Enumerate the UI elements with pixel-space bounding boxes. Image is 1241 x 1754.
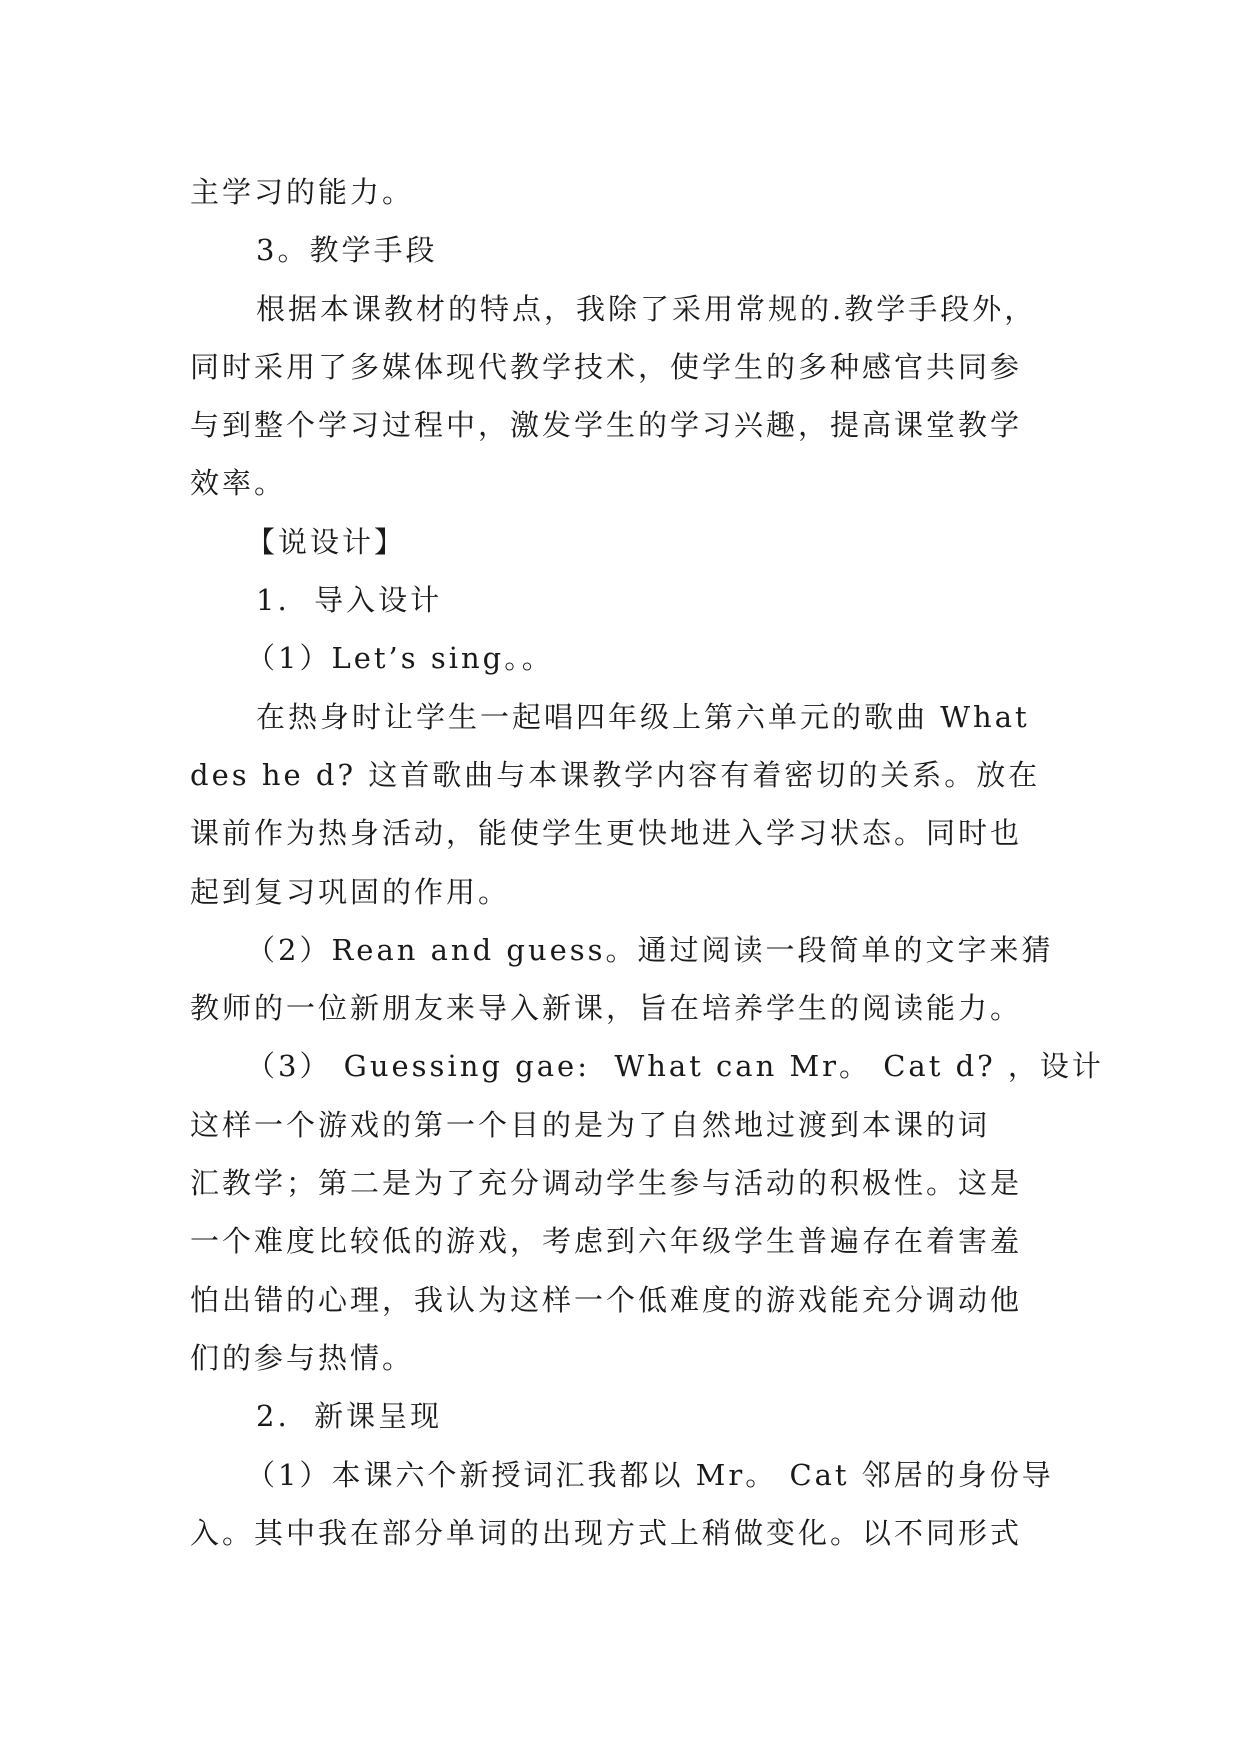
paragraph-line: 怕出错的心理，我认为这样一个低难度的游戏能充分调动他 xyxy=(190,1282,1023,1317)
document-body xyxy=(190,163,1104,1562)
paragraph-line: 在热身时让学生一起唱四年级上第六单元的歌曲 What xyxy=(256,699,1030,734)
paragraph-line: 教师的一位新朋友来导入新课，旨在培养学生的阅读能力。 xyxy=(190,991,1023,1026)
section-heading: 2. 新课呈现 xyxy=(256,1399,443,1434)
paragraph-line: 这样一个游戏的第一个目的是为了自然地过渡到本课的词 xyxy=(190,1107,991,1142)
paragraph-line: 一个难度比较低的游戏，考虑到六年级学生普遍存在着害羞 xyxy=(190,1224,1023,1259)
paragraph-line: 起到复习巩固的作用。 xyxy=(190,874,511,909)
paragraph-line: （2）Rean and guess。通过阅读一段简单的文字来猜 xyxy=(246,932,1054,967)
paragraph-line: 效率。 xyxy=(190,466,287,501)
paragraph-line: （1）本课六个新授词汇我都以 Mr。 Cat 邻居的身份导 xyxy=(246,1457,1054,1492)
paragraph-line: 与到整个学习过程中，激发学生的学习兴趣，提高课堂教学 xyxy=(190,408,1023,443)
paragraph-line: 汇教学；第二是为了充分调动学生参与活动的积极性。这是 xyxy=(190,1166,1023,1201)
section-title: 【说设计】 xyxy=(246,524,407,559)
paragraph-line: 课前作为热身活动，能使学生更快地进入学习状态。同时也 xyxy=(190,816,1023,851)
section-heading: 3。教学手段 xyxy=(256,233,438,268)
paragraph-line: des he d? 这首歌曲与本课教学内容有着密切的关系。放在 xyxy=(190,757,1041,792)
paragraph-line: 们的参与热情。 xyxy=(190,1340,415,1375)
subsection-heading: （1）Let’s sing。。 xyxy=(246,641,554,676)
paragraph-line: （3） Guessing gae: What can Mr。 Cat d? ，设计 xyxy=(246,1049,1104,1084)
paragraph-line: 同时采用了多媒体现代教学技术，使学生的多种感官共同参 xyxy=(190,349,1023,384)
paragraph-line: 入。其中我在部分单词的出现方式上稍做变化。以不同形式 xyxy=(190,1515,1023,1550)
paragraph-line: 主学习的能力。 xyxy=(190,175,415,209)
section-heading: 1. 导入设计 xyxy=(256,583,443,618)
paragraph-line: 根据本课教材的特点，我除了采用常规的.教学手段外， xyxy=(256,291,1037,326)
